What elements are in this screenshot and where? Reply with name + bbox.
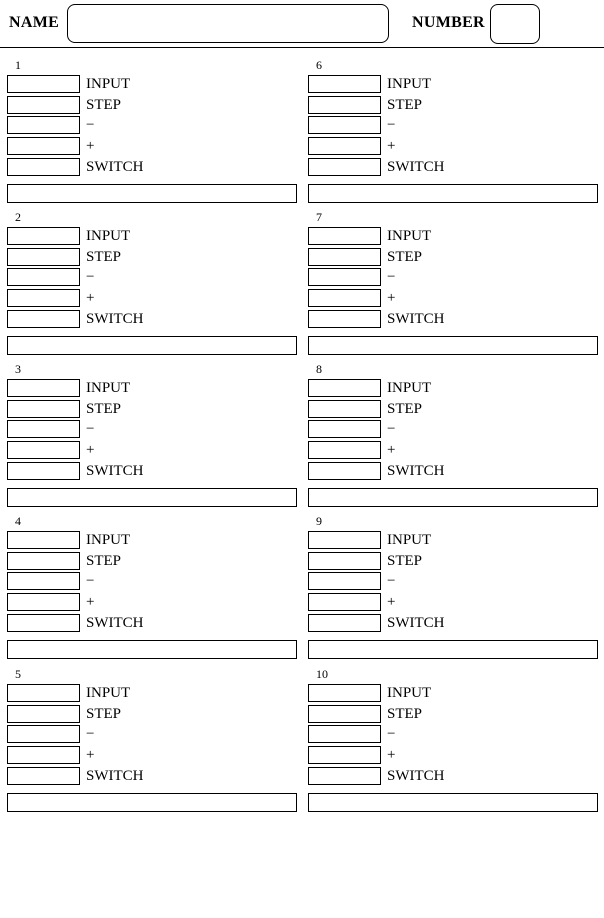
input-box[interactable]	[308, 227, 381, 245]
problem-block-3	[7, 362, 299, 508]
plus-label: +	[387, 290, 396, 306]
row-switch	[308, 767, 508, 785]
minus-label: −	[387, 573, 396, 589]
step-label: STEP	[86, 553, 122, 569]
switch-box[interactable]	[308, 462, 381, 480]
row-step	[308, 400, 508, 418]
minus-box[interactable]	[308, 268, 381, 286]
row-minus	[7, 725, 207, 743]
plus-label: +	[86, 290, 95, 306]
row-minus	[7, 420, 207, 438]
plus-box[interactable]	[308, 289, 381, 307]
step-box[interactable]	[7, 705, 80, 723]
input-label: INPUT	[387, 76, 432, 92]
row-step	[308, 552, 508, 570]
answer-bar[interactable]	[7, 336, 297, 355]
plus-box[interactable]	[7, 746, 80, 764]
row-switch	[308, 614, 508, 632]
answer-bar[interactable]	[308, 184, 598, 203]
plus-label: +	[387, 442, 396, 458]
name-label: NAME	[9, 14, 60, 31]
switch-box[interactable]	[308, 767, 381, 785]
row-plus	[7, 137, 207, 155]
step-label: STEP	[86, 706, 122, 722]
switch-label: SWITCH	[86, 311, 144, 327]
input-label: INPUT	[387, 228, 432, 244]
input-box[interactable]	[7, 684, 80, 702]
row-minus	[308, 725, 508, 743]
row-plus	[7, 289, 207, 307]
row-plus	[308, 289, 508, 307]
problem-block-9	[308, 514, 600, 660]
step-label: STEP	[86, 249, 122, 265]
row-plus	[7, 593, 207, 611]
block-number: 4	[15, 514, 21, 528]
block-number: 9	[316, 514, 322, 528]
input-box[interactable]	[308, 75, 381, 93]
plus-box[interactable]	[7, 137, 80, 155]
plus-box[interactable]	[308, 593, 381, 611]
row-switch	[7, 767, 207, 785]
block-number: 10	[316, 667, 328, 681]
minus-box[interactable]	[308, 572, 381, 590]
switch-box[interactable]	[308, 310, 381, 328]
step-box[interactable]	[308, 96, 381, 114]
row-switch	[7, 614, 207, 632]
minus-box[interactable]	[308, 116, 381, 134]
problem-block-6	[308, 58, 600, 204]
row-minus	[308, 116, 508, 134]
answer-bar[interactable]	[308, 488, 598, 507]
plus-label: +	[387, 747, 396, 763]
answer-bar[interactable]	[7, 184, 297, 203]
row-plus	[308, 746, 508, 764]
row-plus	[7, 441, 207, 459]
input-box[interactable]	[7, 75, 80, 93]
minus-box[interactable]	[308, 420, 381, 438]
row-minus	[308, 268, 508, 286]
plus-label: +	[387, 138, 396, 154]
problem-block-8	[308, 362, 600, 508]
row-plus	[308, 137, 508, 155]
answer-bar[interactable]	[308, 640, 598, 659]
plus-label: +	[86, 747, 95, 763]
switch-label: SWITCH	[387, 463, 445, 479]
problem-block-4	[7, 514, 299, 660]
answer-bar[interactable]	[7, 488, 297, 507]
number-field[interactable]	[490, 4, 540, 44]
row-minus	[7, 116, 207, 134]
row-input	[308, 684, 508, 702]
step-box[interactable]	[7, 400, 80, 418]
input-label: INPUT	[387, 380, 432, 396]
minus-label: −	[86, 573, 95, 589]
step-box[interactable]	[308, 248, 381, 266]
row-input	[308, 379, 508, 397]
step-box[interactable]	[7, 248, 80, 266]
switch-box[interactable]	[7, 158, 80, 176]
minus-label: −	[86, 269, 95, 285]
switch-box[interactable]	[7, 310, 80, 328]
plus-box[interactable]	[308, 441, 381, 459]
switch-label: SWITCH	[86, 615, 144, 631]
plus-box[interactable]	[7, 441, 80, 459]
input-box[interactable]	[7, 531, 80, 549]
row-plus	[308, 593, 508, 611]
plus-label: +	[387, 594, 396, 610]
switch-box[interactable]	[308, 614, 381, 632]
input-label: INPUT	[387, 685, 432, 701]
switch-label: SWITCH	[86, 463, 144, 479]
switch-label: SWITCH	[387, 159, 445, 175]
row-step	[308, 248, 508, 266]
plus-box[interactable]	[7, 593, 80, 611]
input-label: INPUT	[86, 76, 131, 92]
minus-label: −	[86, 726, 95, 742]
row-input	[7, 75, 207, 93]
problem-block-7	[308, 210, 600, 356]
row-minus	[308, 420, 508, 438]
row-step	[7, 552, 207, 570]
row-input	[308, 227, 508, 245]
row-input	[308, 75, 508, 93]
input-box[interactable]	[308, 684, 381, 702]
problem-block-10	[308, 667, 600, 813]
row-step	[7, 400, 207, 418]
step-box[interactable]	[7, 96, 80, 114]
row-plus	[308, 441, 508, 459]
minus-box[interactable]	[7, 572, 80, 590]
block-number: 1	[15, 58, 21, 72]
row-step	[308, 96, 508, 114]
step-box[interactable]	[308, 705, 381, 723]
answer-bar[interactable]	[7, 640, 297, 659]
row-switch	[308, 462, 508, 480]
minus-box[interactable]	[7, 725, 80, 743]
answer-bar[interactable]	[308, 336, 598, 355]
minus-label: −	[387, 117, 396, 133]
header	[0, 0, 604, 48]
switch-label: SWITCH	[387, 311, 445, 327]
row-switch	[7, 310, 207, 328]
row-step	[7, 705, 207, 723]
input-box[interactable]	[308, 379, 381, 397]
switch-box[interactable]	[308, 158, 381, 176]
step-label: STEP	[387, 97, 423, 113]
problem-block-2	[7, 210, 299, 356]
block-number: 8	[316, 362, 322, 376]
row-input	[7, 379, 207, 397]
step-box[interactable]	[308, 400, 381, 418]
minus-label: −	[387, 726, 396, 742]
row-input	[7, 531, 207, 549]
step-label: STEP	[86, 97, 122, 113]
block-number: 2	[15, 210, 21, 224]
step-label: STEP	[387, 401, 423, 417]
plus-label: +	[86, 442, 95, 458]
number-label: NUMBER	[412, 14, 485, 31]
row-input	[7, 227, 207, 245]
row-plus	[7, 746, 207, 764]
row-minus	[7, 268, 207, 286]
row-step	[7, 96, 207, 114]
plus-box[interactable]	[7, 289, 80, 307]
row-switch	[7, 158, 207, 176]
block-number: 3	[15, 362, 21, 376]
step-box[interactable]	[7, 552, 80, 570]
row-switch	[308, 158, 508, 176]
switch-label: SWITCH	[387, 615, 445, 631]
row-minus	[308, 572, 508, 590]
step-label: STEP	[387, 249, 423, 265]
problem-block-1	[7, 58, 299, 204]
step-label: STEP	[86, 401, 122, 417]
block-number: 6	[316, 58, 322, 72]
minus-box[interactable]	[7, 420, 80, 438]
input-label: INPUT	[86, 228, 131, 244]
minus-label: −	[86, 421, 95, 437]
minus-box[interactable]	[308, 725, 381, 743]
switch-box[interactable]	[7, 767, 80, 785]
input-label: INPUT	[86, 532, 131, 548]
name-field[interactable]	[67, 4, 389, 43]
plus-box[interactable]	[308, 137, 381, 155]
block-number: 5	[15, 667, 21, 681]
switch-label: SWITCH	[86, 768, 144, 784]
minus-box[interactable]	[7, 116, 80, 134]
row-switch	[308, 310, 508, 328]
switch-label: SWITCH	[86, 159, 144, 175]
answer-bar[interactable]	[308, 793, 598, 812]
input-label: INPUT	[387, 532, 432, 548]
minus-box[interactable]	[7, 268, 80, 286]
input-box[interactable]	[7, 379, 80, 397]
problem-block-5	[7, 667, 299, 813]
row-input	[7, 684, 207, 702]
block-number: 7	[316, 210, 322, 224]
plus-label: +	[86, 594, 95, 610]
row-step	[7, 248, 207, 266]
step-label: STEP	[387, 553, 423, 569]
row-step	[308, 705, 508, 723]
input-label: INPUT	[86, 380, 131, 396]
input-box[interactable]	[308, 531, 381, 549]
step-label: STEP	[387, 706, 423, 722]
row-minus	[7, 572, 207, 590]
answer-bar[interactable]	[7, 793, 297, 812]
step-box[interactable]	[308, 552, 381, 570]
input-label: INPUT	[86, 685, 131, 701]
row-input	[308, 531, 508, 549]
plus-box[interactable]	[308, 746, 381, 764]
input-box[interactable]	[7, 227, 80, 245]
plus-label: +	[86, 138, 95, 154]
switch-label: SWITCH	[387, 768, 445, 784]
minus-label: −	[387, 421, 396, 437]
minus-label: −	[86, 117, 95, 133]
row-switch	[7, 462, 207, 480]
minus-label: −	[387, 269, 396, 285]
switch-box[interactable]	[7, 462, 80, 480]
switch-box[interactable]	[7, 614, 80, 632]
